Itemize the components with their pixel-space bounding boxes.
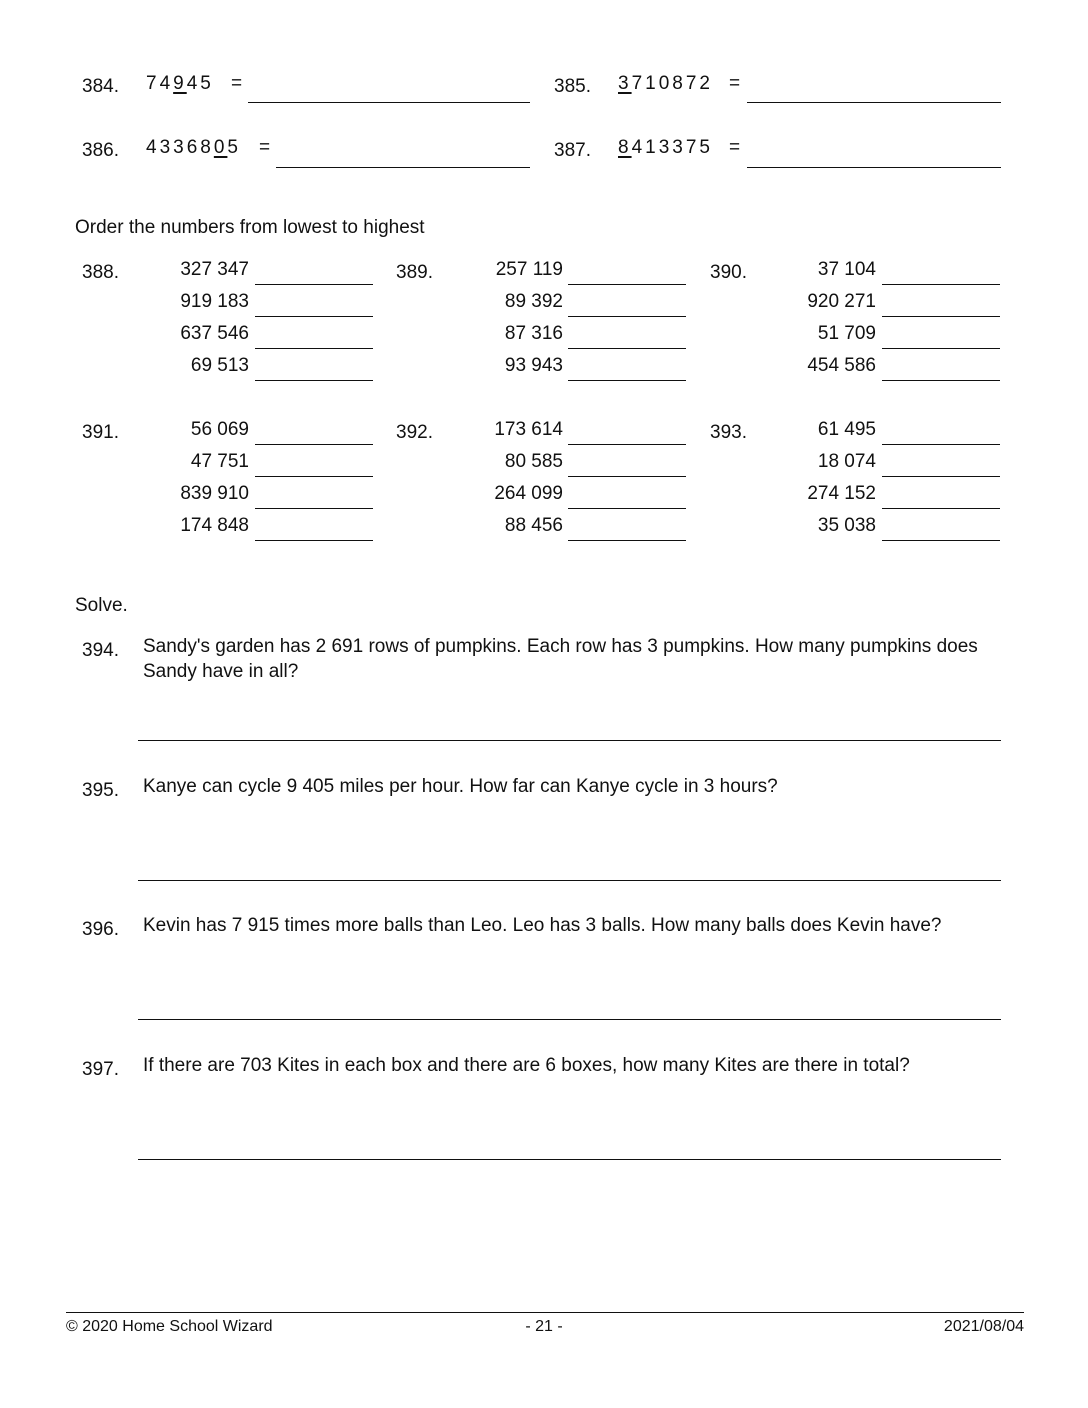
solve-heading: Solve.: [75, 595, 128, 616]
answer-line[interactable]: [882, 508, 1000, 509]
order-value: 47 751: [190, 451, 249, 472]
order-value: 37 104: [817, 259, 876, 280]
answer-line[interactable]: [568, 284, 686, 285]
answer-line[interactable]: [747, 102, 1001, 103]
question-number: 384.: [82, 76, 119, 97]
order-value: 264 099: [494, 483, 563, 504]
answer-line[interactable]: [882, 540, 1000, 541]
answer-line[interactable]: [138, 1019, 1001, 1020]
answer-line[interactable]: [568, 476, 686, 477]
question-number: 396.: [82, 919, 119, 940]
order-value: 18 074: [817, 451, 876, 472]
problem-text: Sandy's garden has 2 691 rows of pumpkins. Each row has 3 pumpkins. How many pumpkins does Sandy have in all?: [143, 636, 978, 682]
order-value: 839 910: [180, 483, 249, 504]
answer-line[interactable]: [276, 167, 530, 168]
underlined-digit: 0: [213, 137, 228, 158]
place-value-number: 3710872: [618, 73, 713, 94]
answer-line[interactable]: [568, 444, 686, 445]
underlined-digit: 8: [618, 137, 632, 158]
answer-line[interactable]: [138, 880, 1001, 881]
question-number: 388.: [82, 262, 119, 283]
underlined-digit: 3: [618, 73, 632, 94]
order-value: 69 513: [190, 355, 249, 376]
answer-line[interactable]: [255, 476, 373, 477]
answer-line[interactable]: [255, 348, 373, 349]
order-instruction: Order the numbers from lowest to highest: [75, 217, 425, 238]
order-value: 327 347: [180, 259, 249, 280]
problem-text: Kanye can cycle 9 405 miles per hour. How far can Kanye cycle in 3 hours?: [143, 776, 778, 797]
question-number: 394.: [82, 640, 119, 661]
answer-line[interactable]: [138, 1159, 1001, 1160]
order-value: 56 069: [190, 419, 249, 440]
order-value: 920 271: [807, 291, 876, 312]
underlined-digit: 9: [173, 73, 187, 94]
answer-line[interactable]: [882, 348, 1000, 349]
answer-line[interactable]: [138, 740, 1001, 741]
footer-rule: [66, 1312, 1024, 1313]
answer-line[interactable]: [255, 444, 373, 445]
order-value: 89 392: [504, 291, 563, 312]
answer-line[interactable]: [255, 284, 373, 285]
answer-line[interactable]: [568, 540, 686, 541]
question-number: 392.: [396, 422, 433, 443]
equals-sign: =: [729, 73, 741, 94]
question-number: 395.: [82, 780, 119, 801]
order-value: 174 848: [180, 515, 249, 536]
answer-line[interactable]: [882, 444, 1000, 445]
answer-line[interactable]: [248, 102, 530, 103]
order-value: 88 456: [504, 515, 563, 536]
equals-sign: =: [231, 73, 243, 94]
answer-line[interactable]: [568, 508, 686, 509]
footer-copyright: © 2020 Home School Wizard: [66, 1318, 273, 1335]
question-number: 393.: [710, 422, 747, 443]
answer-line[interactable]: [255, 540, 373, 541]
order-value: 637 546: [180, 323, 249, 344]
answer-line[interactable]: [882, 380, 1000, 381]
order-value: 919 183: [180, 291, 249, 312]
question-number: 397.: [82, 1059, 119, 1080]
answer-line[interactable]: [882, 284, 1000, 285]
problem-text: If there are 703 Kites in each box and there are 6 boxes, how many Kites are there in total?: [143, 1055, 910, 1076]
order-value: 257 119: [495, 259, 563, 280]
answer-line[interactable]: [747, 167, 1001, 168]
question-number: 386.: [82, 140, 119, 161]
place-value-number: 4336805: [146, 137, 241, 158]
order-value: 93 943: [504, 355, 563, 376]
question-number: 385.: [554, 76, 591, 97]
answer-line[interactable]: [255, 316, 373, 317]
place-value-number: 74945: [146, 73, 214, 94]
order-value: 173 614: [494, 419, 563, 440]
order-value: 454 586: [807, 355, 876, 376]
answer-line[interactable]: [255, 508, 373, 509]
answer-line[interactable]: [255, 380, 373, 381]
order-value: 51 709: [817, 323, 876, 344]
place-value-number: 8413375: [618, 137, 713, 158]
order-value: 87 316: [504, 323, 563, 344]
footer-page-number: - 21 -: [525, 1318, 563, 1335]
order-value: 61 495: [817, 419, 876, 440]
order-value: 35 038: [817, 515, 876, 536]
equals-sign: =: [259, 137, 271, 158]
order-value: 274 152: [807, 483, 876, 504]
footer-date: 2021/08/04: [943, 1318, 1024, 1335]
equals-sign: =: [729, 137, 741, 158]
answer-line[interactable]: [882, 476, 1000, 477]
question-number: 389.: [396, 262, 433, 283]
question-number: 390.: [710, 262, 747, 283]
answer-line[interactable]: [568, 380, 686, 381]
order-value: 80 585: [504, 451, 563, 472]
question-number: 391.: [82, 422, 119, 443]
answer-line[interactable]: [568, 316, 686, 317]
answer-line[interactable]: [568, 348, 686, 349]
answer-line[interactable]: [882, 316, 1000, 317]
question-number: 387.: [554, 140, 591, 161]
problem-text: Kevin has 7 915 times more balls than Leo. Leo has 3 balls. How many balls does Kevin have?: [143, 915, 942, 936]
